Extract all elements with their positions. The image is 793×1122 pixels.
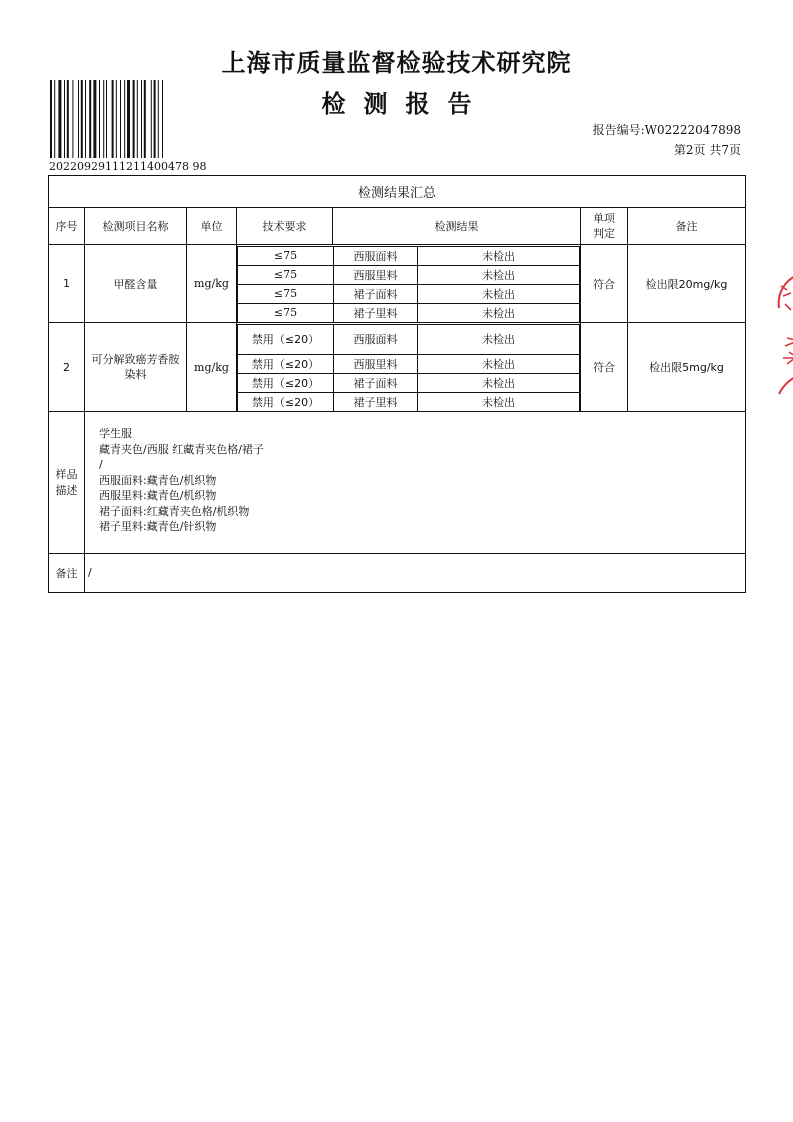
sample-line: 藏青夹色/西服 红藏青夹色格/裙子 bbox=[99, 442, 264, 456]
item-verdict: 符合 bbox=[581, 323, 628, 412]
item-unit: mg/kg bbox=[187, 245, 237, 323]
part: 西服面料 bbox=[334, 246, 418, 265]
requirement: 禁用（≤20） bbox=[238, 373, 334, 392]
item-remark: 检出限5mg/kg bbox=[628, 323, 746, 412]
item-remark: 检出限20mg/kg bbox=[628, 245, 746, 323]
note-label: 备注 bbox=[49, 554, 85, 593]
sample-label: 样品描述 bbox=[49, 412, 85, 554]
sample-line: 西服里料:藏青色/机织物 bbox=[99, 489, 217, 502]
item-name: 可分解致癌芳香胺染料 bbox=[85, 323, 187, 412]
sample-line: 裙子面料:红藏青夹色格/机织物 bbox=[99, 504, 250, 518]
result: 未检出 bbox=[418, 246, 580, 265]
result: 未检出 bbox=[418, 284, 580, 303]
col-header: 单项判定 bbox=[581, 208, 628, 245]
results-table bbox=[48, 175, 746, 593]
part: 西服里料 bbox=[334, 354, 418, 373]
item-no: 1 bbox=[49, 245, 85, 323]
org-title: 上海市质量监督检验技术研究院 bbox=[221, 49, 572, 77]
sub-row bbox=[238, 392, 580, 411]
sub-row bbox=[238, 303, 580, 322]
doc-title: 检测报告 bbox=[321, 90, 490, 118]
item-verdict: 符合 bbox=[581, 245, 628, 323]
result: 未检出 bbox=[418, 324, 580, 354]
sub-row bbox=[238, 284, 580, 303]
requirement: 禁用（≤20） bbox=[238, 324, 334, 354]
sample-line: 裙子里料:藏青色/针织物 bbox=[99, 520, 217, 533]
col-header: 序号 bbox=[49, 208, 85, 245]
requirement: 禁用（≤20） bbox=[238, 354, 334, 373]
barcode-image bbox=[50, 80, 200, 158]
item-subrows bbox=[237, 245, 581, 323]
result: 未检出 bbox=[418, 354, 580, 373]
sample-description bbox=[85, 412, 746, 554]
barcode-number: 20220929111211400478 98 bbox=[49, 160, 207, 173]
sub-row bbox=[238, 373, 580, 392]
requirement: ≤75 bbox=[238, 265, 334, 284]
seal-stamp bbox=[765, 268, 793, 398]
result: 未检出 bbox=[418, 265, 580, 284]
item-no: 2 bbox=[49, 323, 85, 412]
result: 未检出 bbox=[418, 392, 580, 411]
part: 西服面料 bbox=[334, 324, 418, 354]
sub-row bbox=[238, 324, 580, 354]
sample-line: / bbox=[99, 458, 103, 471]
item-unit: mg/kg bbox=[187, 323, 237, 412]
item-name: 甲醛含量 bbox=[85, 245, 187, 323]
part: 裙子里料 bbox=[334, 392, 418, 411]
col-header: 检测结果 bbox=[333, 208, 581, 245]
requirement: ≤75 bbox=[238, 303, 334, 322]
sub-row bbox=[238, 354, 580, 373]
note-value: / bbox=[85, 554, 746, 593]
col-header: 备注 bbox=[628, 208, 746, 245]
part: 西服里料 bbox=[334, 265, 418, 284]
page-info: 第2页 共7页 bbox=[673, 143, 741, 157]
requirement: 禁用（≤20） bbox=[238, 392, 334, 411]
part: 裙子里料 bbox=[334, 303, 418, 322]
col-header: 单位 bbox=[187, 208, 237, 245]
col-header: 检测项目名称 bbox=[85, 208, 187, 245]
sub-row bbox=[238, 265, 580, 284]
result: 未检出 bbox=[418, 373, 580, 392]
requirement: ≤75 bbox=[238, 284, 334, 303]
sample-line: 西服面料:藏青色/机织物 bbox=[99, 473, 217, 487]
sample-line: 学生服 bbox=[99, 427, 132, 440]
report-number: 报告编号:W02222047898 bbox=[592, 123, 741, 137]
item-subrows bbox=[237, 323, 581, 412]
result: 未检出 bbox=[418, 303, 580, 322]
sub-row bbox=[238, 246, 580, 265]
summary-title: 检测结果汇总 bbox=[49, 176, 746, 208]
requirement: ≤75 bbox=[238, 246, 334, 265]
part: 裙子面料 bbox=[334, 373, 418, 392]
col-header: 技术要求 bbox=[237, 208, 333, 245]
part: 裙子面料 bbox=[334, 284, 418, 303]
